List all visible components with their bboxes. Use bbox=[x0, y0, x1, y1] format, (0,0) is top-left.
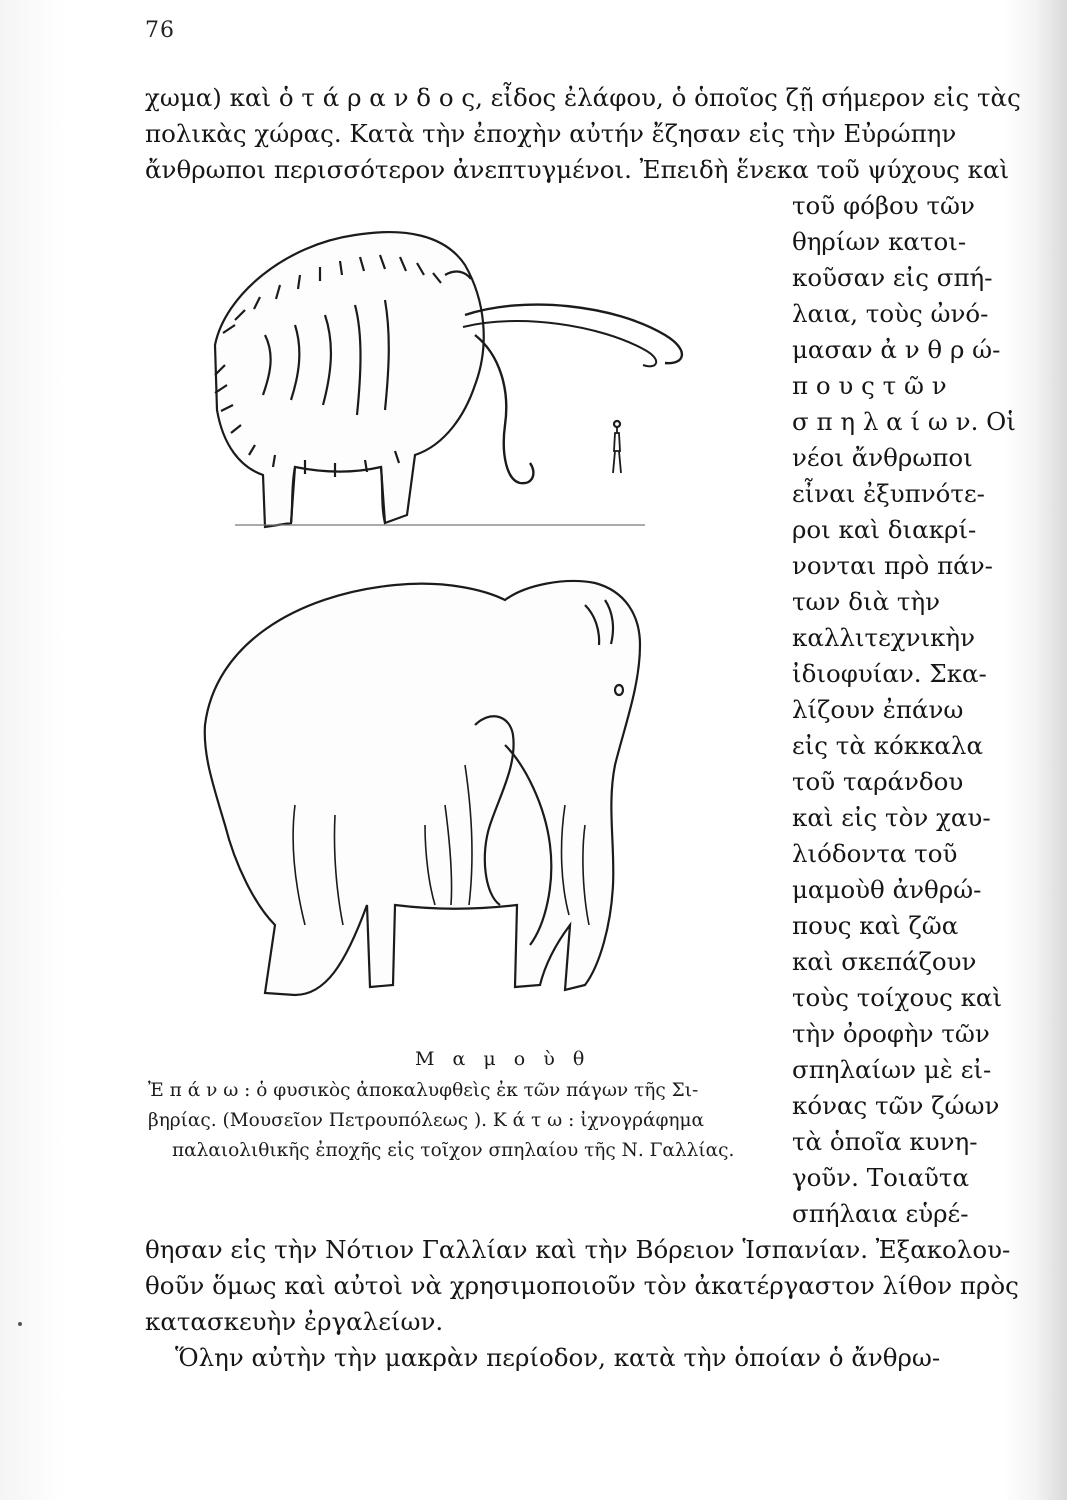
body-line-bottom-2: θοῦν ὅμως καὶ αὐτοὶ νὰ χρησιμοποιοῦν τὸν ἀκατέργαστον λίθον πρὸς bbox=[145, 1271, 1019, 1300]
column-line-27: τὰ ὁποῖα κυνη- bbox=[792, 1127, 978, 1156]
column-line-2: θηρίων κατοι- bbox=[792, 227, 967, 256]
page-edge-shadow bbox=[1037, 0, 1067, 1500]
woolly-mammoth-drawing bbox=[215, 232, 682, 527]
column-line-26: κόνας τῶν ζώων bbox=[792, 1091, 1000, 1120]
column-line-10: ροι καὶ διακρί- bbox=[792, 515, 977, 544]
column-line-20: μαμοὺθ ἀνθρώ- bbox=[792, 875, 982, 904]
column-line-13: καλλιτεχνικὴν bbox=[792, 623, 975, 652]
column-line-29: σπήλαια εὑρέ- bbox=[792, 1199, 969, 1228]
body-line-top-2: πολικὰς χώρας. Κατὰ τὴν ἐποχὴν αὐτήν ἔζησαν εἰς τὴν Εὐρώπην bbox=[145, 119, 957, 148]
column-line-1: τοῦ φόβου τῶν bbox=[792, 191, 975, 220]
column-line-3: κοῦσαν εἰς σπή- bbox=[792, 263, 993, 292]
column-line-4: λαια, τοὺς ὠνό- bbox=[792, 299, 989, 328]
column-line-18: καὶ εἰς τὸν χαυ- bbox=[792, 803, 991, 832]
cave-drawing-mammoth bbox=[205, 581, 640, 995]
column-line-28: γοῦν. Τοιαῦτα bbox=[792, 1163, 969, 1192]
column-line-9: εἶναι ἐξυπνότε- bbox=[792, 479, 985, 508]
margin-dot bbox=[18, 1322, 22, 1326]
caption-line-2: βηρίας. (Μουσεῖον Πετρουπόλεως ). Κ ά τ ω : ἰχνογράφημα bbox=[148, 1110, 705, 1131]
column-line-17: τοῦ ταράνδου bbox=[792, 767, 964, 796]
column-line-21: πους καὶ ζῶα bbox=[792, 911, 959, 940]
mammoth-illustration bbox=[145, 205, 785, 1035]
body-line-bottom-1: θησαν εἰς τὴν Νότιον Γαλλίαν καὶ τὴν Βόρειον Ἱσπανίαν. Ἐξακολου- bbox=[145, 1235, 1011, 1264]
column-line-16: εἰς τὰ κόκκαλα bbox=[792, 731, 983, 760]
body-line-bottom-4: Ὅλην αὐτὴν τὴν μακρὰν περίοδον, κατὰ τὴν ὁποίαν ὁ ἄνθρω- bbox=[175, 1343, 941, 1372]
column-line-11: νονται πρὸ πάν- bbox=[792, 551, 993, 580]
caption-line-1: Ἐ π ά ν ω : ὁ φυσικὸς ἀποκαλυφθεὶς ἐκ τῶν πάγων τῆς Σι- bbox=[148, 1080, 699, 1101]
page-number: 76 bbox=[145, 18, 175, 43]
body-line-top-3: ἄνθρωποι περισσότερον ἀνεπτυγμένοι. Ἐπειδὴ ἕνεκα τοῦ ψύχους καὶ bbox=[145, 155, 1010, 184]
column-line-25: σπηλαίων μὲ εἰ- bbox=[792, 1055, 992, 1084]
column-line-15: λίζουν ἐπάνω bbox=[792, 695, 964, 724]
column-line-5: μασαν ἀ ν θ ρ ώ- bbox=[792, 335, 1001, 364]
column-line-22: καὶ σκεπάζουν bbox=[792, 947, 977, 976]
caption-title: Μ α μ ο ὺ θ bbox=[415, 1048, 591, 1070]
column-line-14: ἰδιοφυίαν. Σκα- bbox=[792, 659, 987, 688]
column-line-24: τὴν ὀροφὴν τῶν bbox=[792, 1019, 990, 1048]
body-line-bottom-3: κατασκευὴν ἐργαλείων. bbox=[145, 1307, 444, 1336]
column-line-19: λιόδοντα τοῦ bbox=[792, 839, 958, 868]
column-line-23: τοὺς τοίχους καὶ bbox=[792, 983, 1003, 1012]
column-line-8: νέοι ἄνθρωποι bbox=[792, 443, 973, 472]
caption-line-3: παλαιολιθικῆς ἐποχῆς εἰς τοῖχον σπηλαίου τῆς Ν. Γαλλίας. bbox=[172, 1140, 735, 1161]
body-line-top-1: χωμα) καὶ ὁ τ ά ρ α ν δ ο ς, εἶδος ἐλάφου, ὁ ὁποῖος ζῇ σήμερον εἰς τὰς bbox=[145, 83, 1021, 112]
column-line-12: των διὰ τὴν bbox=[792, 587, 941, 616]
column-line-7: σ π η λ α ί ω ν. Οἱ bbox=[792, 407, 1016, 436]
column-line-6: π ο υ ς τ ῶ ν bbox=[792, 371, 947, 400]
